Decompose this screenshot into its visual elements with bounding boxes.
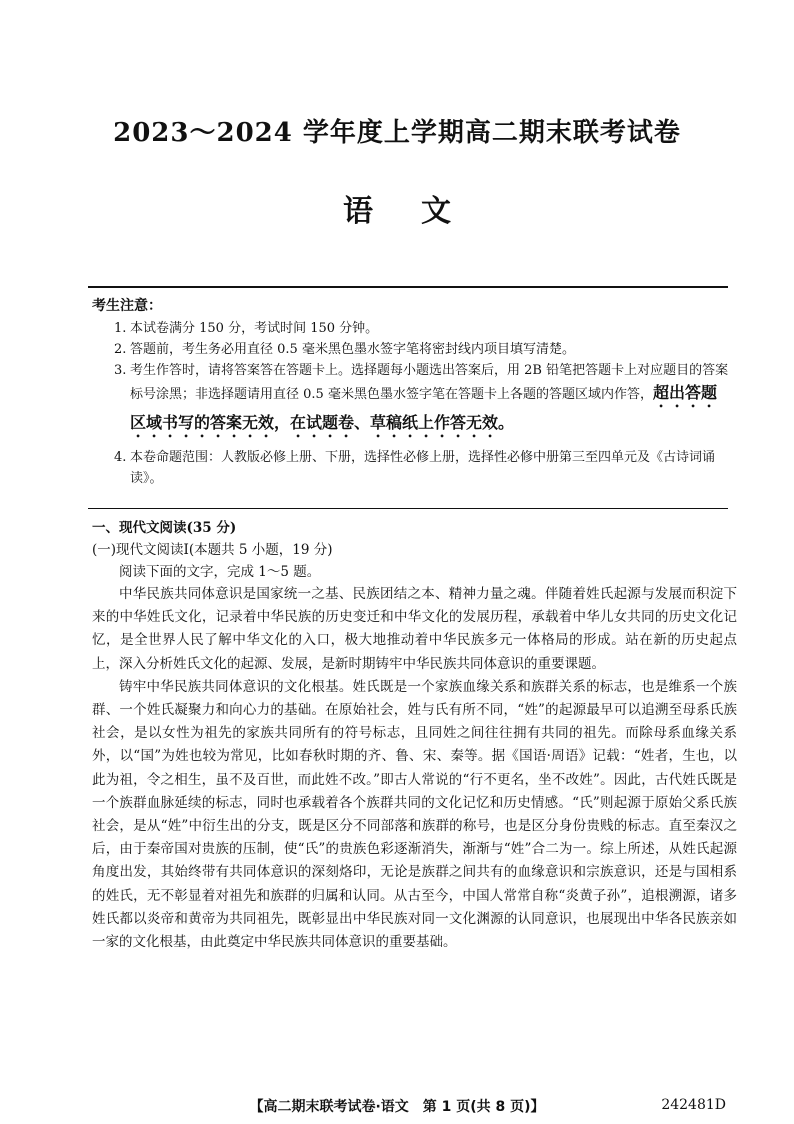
section-heading: 一、现代文阅读(35 分)	[92, 520, 237, 536]
section-subheading: (一)现代文阅读Ⅰ(本题共 5 小题，19 分)	[92, 542, 333, 558]
notice-item	[92, 447, 732, 489]
exam-notice	[92, 296, 732, 489]
notice-emphasis-text: 超出答题区域书写的答案无效，在试题卷、草稿纸上作答无效。	[130, 383, 717, 432]
page-footer	[0, 1096, 794, 1118]
notice-item	[92, 339, 732, 360]
notice-item-number: 3.	[114, 363, 127, 378]
passage-paragraph: 中华民族共同体意识是国家统一之基、民族团结之本、精神力量之魂。伴随着姓氏起源与发展而积淀下来的中华姓氏文化，记录着中华民族的历史变迁和中华文化的发展历程，承载着中华儿女共同的历史文化记忆，是全世界人民了解中华文化的入口，极大地推动着中华民族多元一体格局的形成。站在新的历史起点上，深入分析姓氏文化的起源、发展，是新时期铸牢中华民族共同体意识的重要课题。	[92, 586, 737, 672]
footer-page-info: 【高二期末联考试卷·语文 第 1 页(共 8 页)】	[249, 1099, 545, 1115]
notice-item-text: 答题前，考生务必用直径 0.5 毫米黑色墨水签字笔将密封线内项目填写清楚。	[130, 342, 575, 357]
notice-item-text: 本试卷满分 150 分，考试时间 150 分钟。	[130, 321, 379, 336]
top-divider	[88, 286, 728, 288]
reading-instruction: 阅读下面的文字，完成 1～5 题。	[119, 564, 321, 580]
passage-paragraph: 铸牢中华民族共同体意识的文化根基。姓氏既是一个家族血缘关系和族群关系的标志，也是维系一个族群、一个姓氏凝聚力和向心力的基础。在原始社会，姓与氏有所不同，“姓”的起源最早可以追溯至母系氏族社会，是以女性为祖先的家族共同所有的符号标志，且同姓之间往往拥有共同的祖先。而除母系血缘关系外，以“国”为姓也较为常见，比如春秋时期的齐、鲁、宋、秦等。据《国语·周语》记载：“姓者，生也，以此为祖，令之相生，虽不及百世，而此姓不改。”即古人常说的“行不更名，坐不改姓”。因此，古代姓氏既是一个族群血脉延续的标志，同时也承载着各个族群共同的文化记忆和历史情感。“氏”则起源于原始父系氏族社会，是从“姓”中衍生出的分支，既是区分不同部落和族群的称号，也是区分身份贵贱的标志。直至秦汉之后，由于秦帝国对贵族的压制，使“氏”的贵族色彩逐渐消失，渐渐与“姓”合二为一。综上所述，从姓氏起源角度出发，其始终带有共同体意识的深刻烙印，无论是族群之间共有的血缘意识和宗族意识，还是与国相系的姓氏，无不彰显着对祖先和族群的归属和认同。从古至今，中国人常常自称“炎黄子孙”，追根溯源，诸多姓氏都以炎帝和黄帝为共同祖先，既彰显出中华民族对同一文化渊源的认同意识，也展现出中华各民族亲如一家的文化根基，由此奠定中华民族共同体意识的重要基础。	[92, 678, 737, 951]
notice-item-text: 本卷命题范围：人教版必修上册、下册，选择性必修上册，选择性必修中册第三至四单元及《古诗词诵读》。	[130, 450, 716, 486]
notice-heading: 考生注意：	[92, 298, 162, 314]
footer-code: 242481D	[661, 1097, 726, 1113]
notice-item	[92, 360, 732, 441]
notice-item-number: 4.	[114, 450, 127, 465]
reading-section	[92, 517, 737, 954]
subject-title: 语文	[343, 194, 499, 229]
notice-divider	[88, 508, 728, 509]
notice-item-number: 2.	[114, 342, 127, 357]
notice-list	[92, 318, 732, 489]
exam-title: 2023～2024 学年度上学期高二期末联考试卷	[113, 118, 681, 148]
notice-item-number: 1.	[114, 321, 127, 336]
notice-item	[92, 318, 732, 339]
notice-item-text: 考生作答时，请将答案答在答题卡上。选择题每小题选出答案后，用 2B 铅笔把答题卡上对应题目的答案标号涂黑；非选择题请用直径 0.5 毫米黑色墨水签字笔在答题卡上各题的答题区域内作答，	[130, 363, 729, 402]
